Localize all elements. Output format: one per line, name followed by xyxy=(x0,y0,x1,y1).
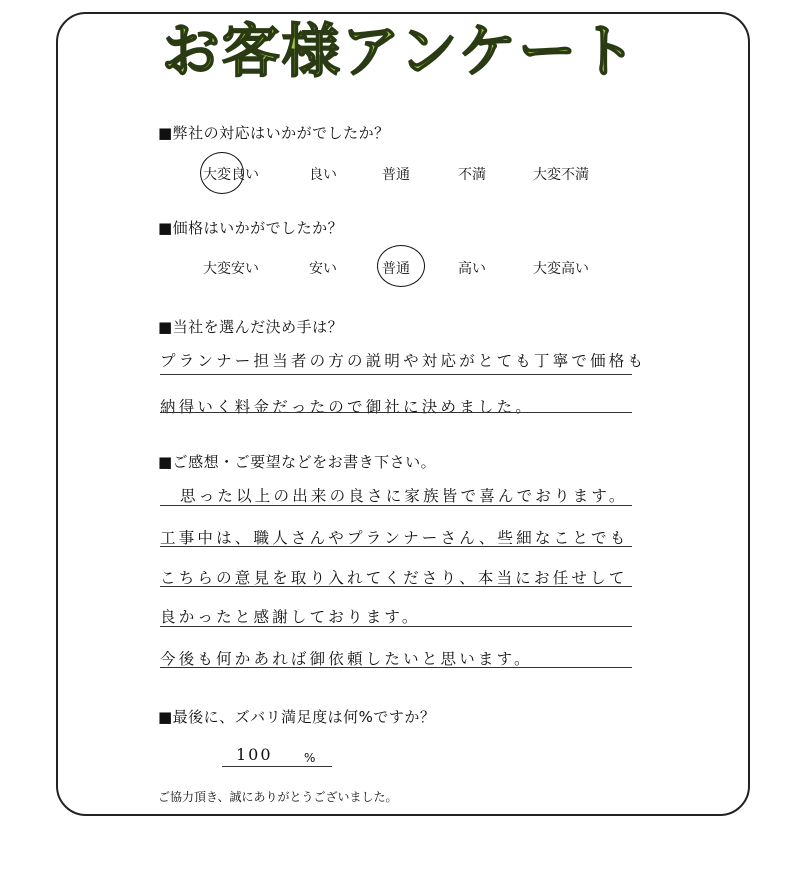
answer-comments-line-1: 思った以上の出来の良さに家族皆で喜んでおります。 xyxy=(180,487,628,505)
answer-deciding-factor-line-1: プランナー担当者の方の説明や対応がとても丁寧で価格も xyxy=(160,352,647,370)
question-price: ■価格はいかがでしたか？ xyxy=(158,219,344,237)
answer-rule xyxy=(160,626,632,627)
answer-rule xyxy=(160,667,632,668)
option-price-very-expensive: 大変高い xyxy=(533,261,589,277)
satisfaction-value: 100 xyxy=(236,745,273,764)
answer-comments-line-3: こちらの意見を取り入れてくださり、本当にお任せして xyxy=(160,569,628,587)
option-price-expensive: 高い xyxy=(458,261,486,277)
answer-rule xyxy=(160,374,632,375)
closing-message: ご協力頂き、誠にありがとうございました。 xyxy=(158,790,398,804)
answer-comments-line-5: 今後も何かあれば御依頼したいと思います。 xyxy=(160,650,533,668)
question-comments: ■ご感想・ご要望などをお書き下さい。 xyxy=(158,453,437,471)
selection-circle-price xyxy=(377,245,425,287)
page-title: お客様アンケート xyxy=(161,17,639,85)
answer-rule xyxy=(160,505,632,506)
answer-comments-line-2: 工事中は、職人さんやプランナーさん、些細なことでも xyxy=(160,529,629,547)
option-price-cheap: 安い xyxy=(309,261,337,277)
answer-rule xyxy=(160,586,632,587)
option-price-average: 普通 xyxy=(382,261,410,277)
option-price-very-cheap: 大変安い xyxy=(203,261,259,277)
answer-rule xyxy=(160,546,632,547)
selection-circle-service xyxy=(200,152,244,194)
question-satisfaction: ■最後に、ズバリ満足度は何%ですか？ xyxy=(158,708,436,726)
option-service-very-good: 大変良い xyxy=(203,167,259,183)
answer-comments-line-4: 良かったと感謝しております。 xyxy=(160,608,421,626)
satisfaction-unit: % xyxy=(304,751,316,765)
answer-rule xyxy=(160,412,632,413)
question-service: ■弊社の対応はいかがでしたか？ xyxy=(158,124,390,142)
option-service-average: 普通 xyxy=(382,167,410,183)
option-service-very-dissatisfied: 大変不満 xyxy=(533,167,589,183)
satisfaction-rule xyxy=(222,766,332,767)
option-service-good: 良い xyxy=(309,167,337,183)
answer-deciding-factor-line-2: 納得いく料金だったので御社に決めました。 xyxy=(160,398,535,416)
option-service-dissatisfied: 不満 xyxy=(458,167,486,183)
question-deciding-factor: ■当社を選んだ決め手は？ xyxy=(158,318,344,336)
